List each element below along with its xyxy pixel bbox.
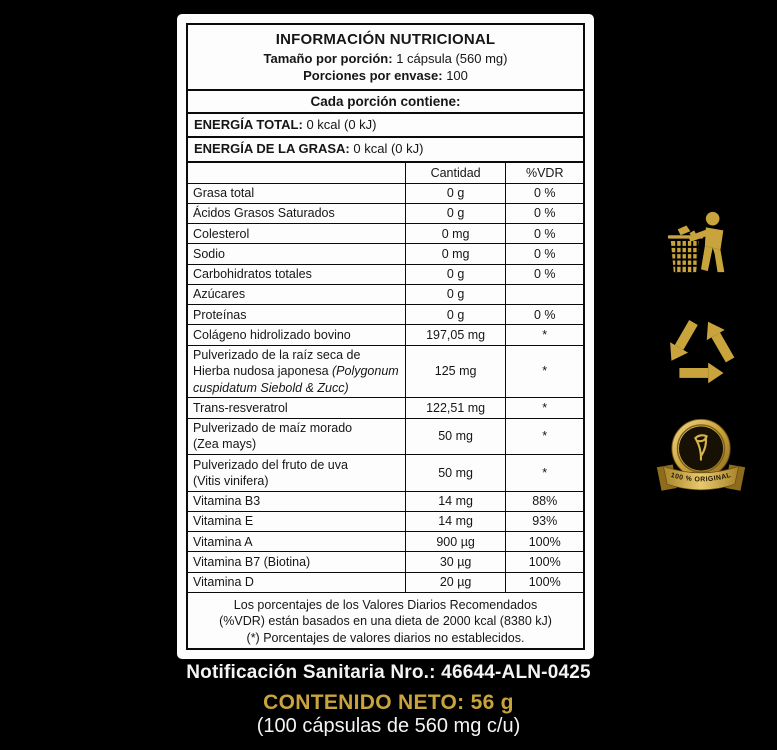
row-amount: 0 mg (405, 224, 506, 244)
row-name-text: Pulverizado de maíz morado (193, 421, 353, 436)
row-amount: 197,05 mg (405, 325, 506, 345)
table-row (188, 511, 583, 531)
row-name: Vitamina E (188, 511, 405, 531)
energy-total-row (188, 114, 583, 139)
nutrition-table (188, 163, 583, 593)
column-header-amount: Cantidad (405, 163, 506, 183)
row-amount: 0 g (405, 305, 506, 325)
table-row (188, 572, 583, 592)
energy-fat-label: ENERGÍA DE LA GRASA: (194, 141, 350, 157)
row-amount: 50 mg (405, 418, 506, 455)
column-header-vdr: %VDR (506, 163, 583, 183)
row-vdr: * (506, 325, 583, 345)
row-name: Sodio (188, 244, 405, 264)
table-row (188, 345, 583, 398)
capsules-count-text: (100 cápsulas de 560 mg c/u) (256, 715, 521, 737)
energy-fat-value: 0 kcal (0 kJ) (353, 141, 424, 157)
row-name: Carbohidratos totales (188, 264, 405, 284)
packaging-icons-column (651, 208, 751, 500)
energy-total-value: 0 kcal (0 kJ) (306, 116, 377, 132)
tidyman-icon (666, 208, 736, 276)
table-header-row (188, 163, 583, 183)
table-row (188, 183, 583, 203)
row-vdr: 0 % (506, 305, 583, 325)
row-vdr: 100% (506, 532, 583, 552)
table-row (188, 305, 583, 325)
footnote-line-3: (*) Porcentajes de valores diarios no establecidos. (246, 630, 525, 645)
row-amount: 125 mg (405, 345, 506, 398)
table-row (188, 203, 583, 223)
row-vdr: 88% (506, 491, 583, 511)
table-row (188, 455, 583, 492)
per-serving-heading: Cada porción contiene: (188, 91, 583, 114)
table-row (188, 284, 583, 304)
row-vdr: * (506, 345, 583, 398)
row-vdr: 0 % (506, 264, 583, 284)
sanitary-notification-text: Notificación Sanitaria Nro.: 46644-ALN-0425 (186, 662, 591, 683)
row-name: Colágeno hidrolizado bovino (188, 325, 405, 345)
table-row (188, 244, 583, 264)
row-amount: 0 g (405, 203, 506, 223)
row-name: Vitamina B7 (Biotina) (188, 552, 405, 572)
row-name: Vitamina A (188, 532, 405, 552)
row-name: Ácidos Grasos Saturados (188, 203, 405, 223)
row-vdr: 0 % (506, 224, 583, 244)
energy-fat-row (188, 138, 583, 163)
row-amount: 0 mg (405, 244, 506, 264)
table-row (188, 418, 583, 455)
energy-total-label: ENERGÍA TOTAL: (194, 116, 303, 132)
footnote-line-2: (%VDR) están basados en una dieta de 2000 kcal (8380 kJ) (219, 614, 552, 629)
row-name: Proteínas (188, 305, 405, 325)
row-vdr: 100% (506, 572, 583, 592)
row-name: Grasa total (188, 183, 405, 203)
footnote-line-1: Los porcentajes de los Valores Diarios Recomendados (233, 597, 538, 612)
table-row (188, 264, 583, 284)
row-name-text: Pulverizado de la raíz seca de Hierba nudosa japonesa (193, 348, 361, 379)
table-row (188, 398, 583, 418)
row-vdr: 93% (506, 511, 583, 531)
row-name: Azúcares (188, 284, 405, 304)
original-seal-badge (654, 412, 748, 500)
label-footnote (188, 593, 583, 650)
row-name: Vitamina B3 (188, 491, 405, 511)
row-scientific-name: (Polygonum cuspidatum Siebold & Zucc) (193, 364, 399, 395)
table-row (188, 552, 583, 572)
row-vdr: 0 % (506, 183, 583, 203)
serving-size-label: Tamaño por porción: (263, 50, 393, 66)
table-row (188, 532, 583, 552)
row-amount: 900 µg (405, 532, 506, 552)
row-name (188, 345, 405, 398)
nutrition-label-frame (186, 23, 585, 650)
row-amount: 0 g (405, 264, 506, 284)
row-vdr (506, 284, 583, 304)
row-vdr: 100% (506, 552, 583, 572)
header-empty-cell (188, 163, 405, 183)
table-row (188, 224, 583, 244)
row-name (188, 418, 405, 455)
row-amount: 30 µg (405, 552, 506, 572)
row-name: Trans-resveratrol (188, 398, 405, 418)
row-amount: 122,51 mg (405, 398, 506, 418)
net-content-text: CONTENIDO NETO: 56 g (263, 691, 514, 714)
row-name-text: Pulverizado del fruto de uva (193, 457, 348, 472)
row-amount: 14 mg (405, 511, 506, 531)
row-name-line2: (Zea mays) (193, 437, 257, 452)
row-name (188, 455, 405, 492)
serving-size-line (192, 50, 579, 68)
row-vdr: 0 % (506, 203, 583, 223)
row-amount: 0 g (405, 284, 506, 304)
row-name: Colesterol (188, 224, 405, 244)
table-row (188, 325, 583, 345)
label-title: INFORMACIÓN NUTRICIONAL (275, 31, 496, 48)
row-vdr: * (506, 398, 583, 418)
row-name-line2: (Vitis vinifera) (193, 473, 269, 488)
row-amount: 50 mg (405, 455, 506, 492)
serving-size-value: 1 cápsula (560 mg) (396, 50, 508, 66)
badge-label: 100 % ORIGINAL (669, 471, 733, 484)
row-amount: 20 µg (405, 572, 506, 592)
row-name: Vitamina D (188, 572, 405, 592)
recycle-icon (663, 314, 739, 386)
row-vdr: 0 % (506, 244, 583, 264)
servings-per-container-line (192, 67, 579, 85)
row-amount: 14 mg (405, 491, 506, 511)
nutrition-label-card (177, 14, 594, 659)
row-vdr: * (506, 455, 583, 492)
label-header (188, 25, 583, 91)
row-amount: 0 g (405, 183, 506, 203)
servings-per-container-label: Porciones por envase: (303, 68, 443, 84)
servings-per-container-value: 100 (446, 68, 468, 84)
row-vdr: * (506, 418, 583, 455)
table-row (188, 491, 583, 511)
